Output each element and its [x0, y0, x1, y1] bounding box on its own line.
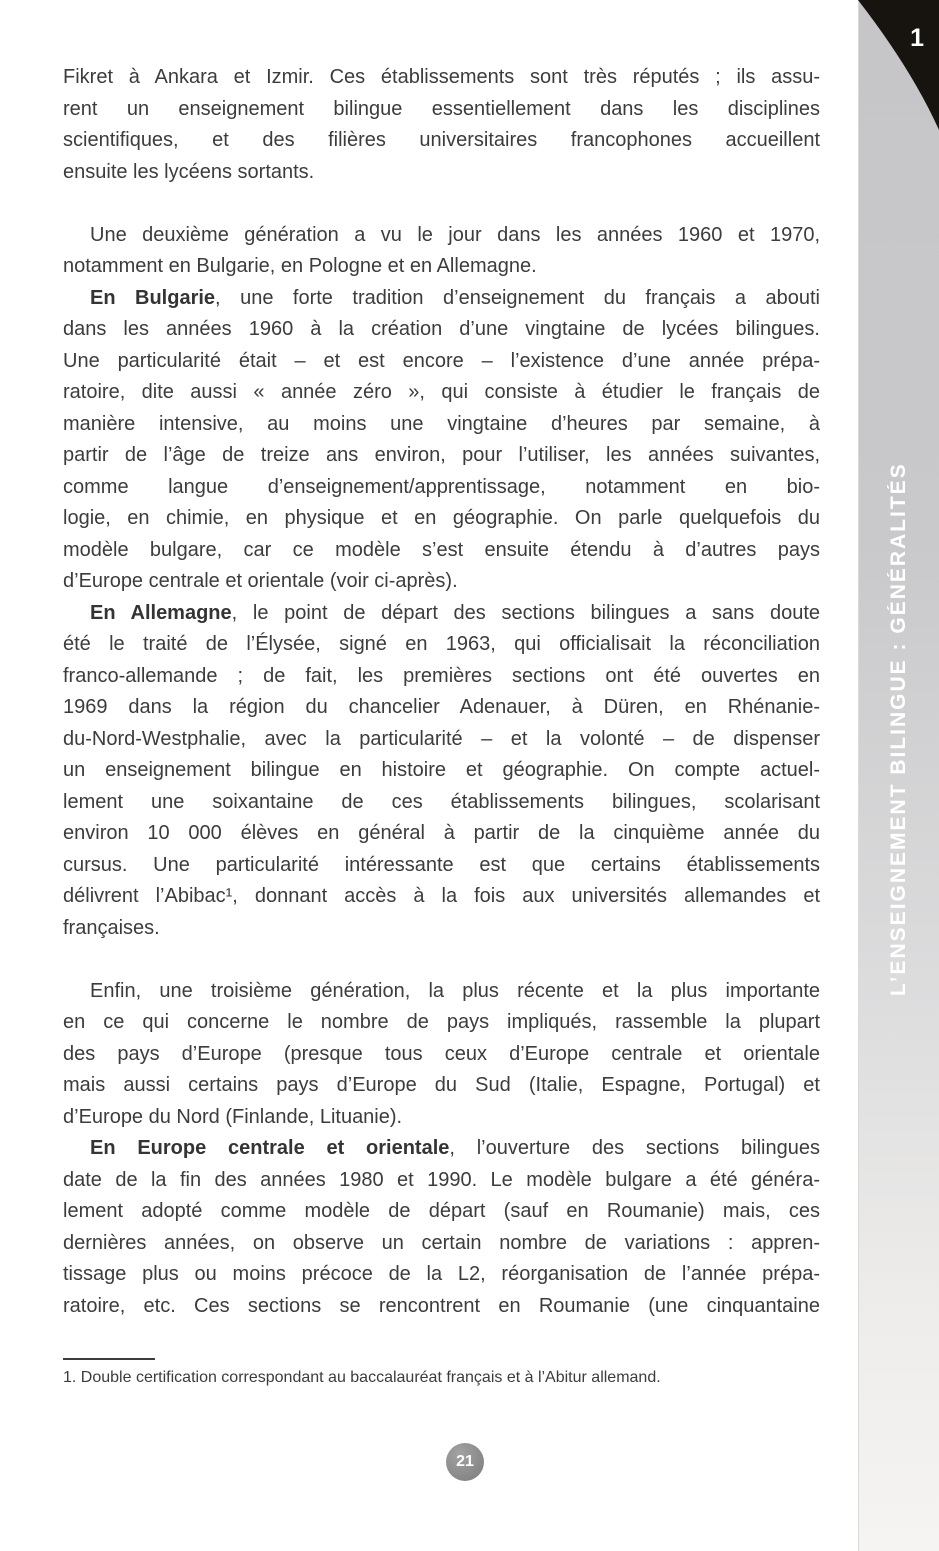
- bold-lead-in: En Bulgarie: [90, 286, 216, 309]
- text-line: En Bulgarie, une forte tradition d’enseignement du français a abouti: [90, 286, 820, 309]
- text-line: d’Europe du Nord (Finlande, Lituanie).: [63, 1105, 403, 1128]
- text-line: dans les années 1960 à la création d’une vingtaine de lycées bilingues.: [63, 318, 820, 340]
- text-line: En Europe centrale et orientale, l’ouverture des sections bilingues: [90, 1137, 820, 1159]
- footnote-text: 1. Double certification correspondant au baccalauréat français et à l’Abitur allemand.: [63, 1369, 661, 1386]
- text-line: logie, en chimie, en physique et en géographie. On parle quelquefois du: [63, 507, 820, 529]
- text-line: date de la fin des années 1980 et 1990. Le modèle bulgare a été généra-: [63, 1168, 820, 1191]
- text-line: d’Europe centrale et orientale (voir ci-après).: [63, 570, 458, 592]
- text-line: ensuite les lycéens sortants.: [63, 160, 315, 183]
- page-number-badge: [446, 1443, 484, 1481]
- text-line: cursus. Une particularité intéressante est que certains établissements: [63, 853, 820, 876]
- footnote-area: [63, 1358, 820, 1389]
- body-text: [63, 62, 820, 1322]
- text-line: en ce qui concerne le nombre de pays impliqués, rassemble la plupart: [63, 1011, 820, 1033]
- text-line: 1969 dans la région du chancelier Adenauer, à Düren, en Rhénanie-: [63, 696, 820, 718]
- text-paragraph: [63, 1133, 820, 1322]
- text-line: environ 10 000 élèves en général à partir de la cinquième année du: [63, 822, 820, 844]
- text-line: françaises.: [63, 916, 160, 939]
- text-line: comme langue d’enseignement/apprentissage, notamment en bio-: [63, 475, 820, 498]
- text-paragraph: [63, 283, 820, 598]
- bold-lead-in: En Europe centrale et orientale: [90, 1137, 450, 1159]
- text-line: notamment en Bulgarie, en Pologne et en Allemagne.: [63, 255, 537, 277]
- text-paragraph: [63, 62, 820, 188]
- chapter-sidebar: [858, 0, 939, 1551]
- text-line: Une particularité était – et est encore – l’existence d’une année prépa-: [63, 349, 820, 372]
- text-paragraph: [63, 598, 820, 945]
- bold-lead-in: En Allemagne: [90, 601, 232, 624]
- text-line: modèle bulgare, car ce modèle s’est ensuite étendu à d’autres pays: [63, 538, 820, 561]
- text-line: du-Nord-Westphalie, avec la particularité – et la volonté – de dispenser: [63, 727, 820, 750]
- text-line: lement une soixantaine de ces établissements bilingues, scolarisant: [63, 790, 820, 813]
- text-line: En Allemagne, le point de départ des sections bilingues a sans doute: [90, 601, 820, 624]
- text-line: ratoire, etc. Ces sections se rencontrent en Roumanie (une cinquantaine: [63, 1294, 820, 1317]
- text-paragraph: [63, 976, 820, 1134]
- chapter-corner-shape: [858, 0, 939, 135]
- text-line: ratoire, dite aussi « année zéro », qui consiste à étudier le français de: [63, 381, 820, 403]
- text-paragraph: [63, 220, 820, 283]
- text-line: tissage plus ou moins précoce de la L2, réorganisation de l’année prépa-: [63, 1263, 820, 1285]
- text-line: lement adopté comme modèle de départ (sauf en Roumanie) mais, ces: [63, 1200, 820, 1222]
- chapter-number: 1: [910, 24, 924, 52]
- text-line: un enseignement bilingue en histoire et géographie. On compte actuel-: [63, 759, 820, 781]
- text-line: partir de l’âge de treize ans environ, pour l’utiliser, les années suivantes,: [63, 444, 820, 466]
- text-line: Une deuxième génération a vu le jour dans les années 1960 et 1970,: [90, 223, 820, 246]
- text-line: mais aussi certains pays d’Europe du Sud (Italie, Espagne, Portugal) et: [63, 1074, 820, 1096]
- text-line: Fikret à Ankara et Izmir. Ces établissements sont très réputés ; ils assu-: [63, 66, 820, 88]
- page-number: 21: [456, 1453, 474, 1470]
- text-line: manière intensive, au moins une vingtaine d’heures par semaine, à: [63, 412, 820, 435]
- text-line: rent un enseignement bilingue essentiellement dans les disciplines: [63, 97, 820, 120]
- text-line: Enfin, une troisième génération, la plus récente et la plus importante: [90, 979, 820, 1002]
- text-line: franco-allemande ; de fait, les premières sections ont été ouvertes en: [63, 664, 820, 687]
- text-line: des pays d’Europe (presque tous ceux d’Europe centrale et orientale: [63, 1042, 820, 1065]
- text-line: scientifiques, et des filières universitaires francophones accueillent: [63, 129, 820, 151]
- chapter-title-vertical: L’ENSEIGNEMENT BILINGUE : GÉNÉRALITÉS: [887, 462, 910, 996]
- text-line: été le traité de l’Élysée, signé en 1963, qui officialisait la réconciliation: [63, 633, 820, 655]
- text-line: délivrent l’Abibac¹, donnant accès à la fois aux universités allemandes et: [63, 885, 820, 907]
- text-line: dernières années, on observe un certain nombre de variations : appren-: [63, 1231, 820, 1254]
- footnote-separator: [63, 1358, 155, 1360]
